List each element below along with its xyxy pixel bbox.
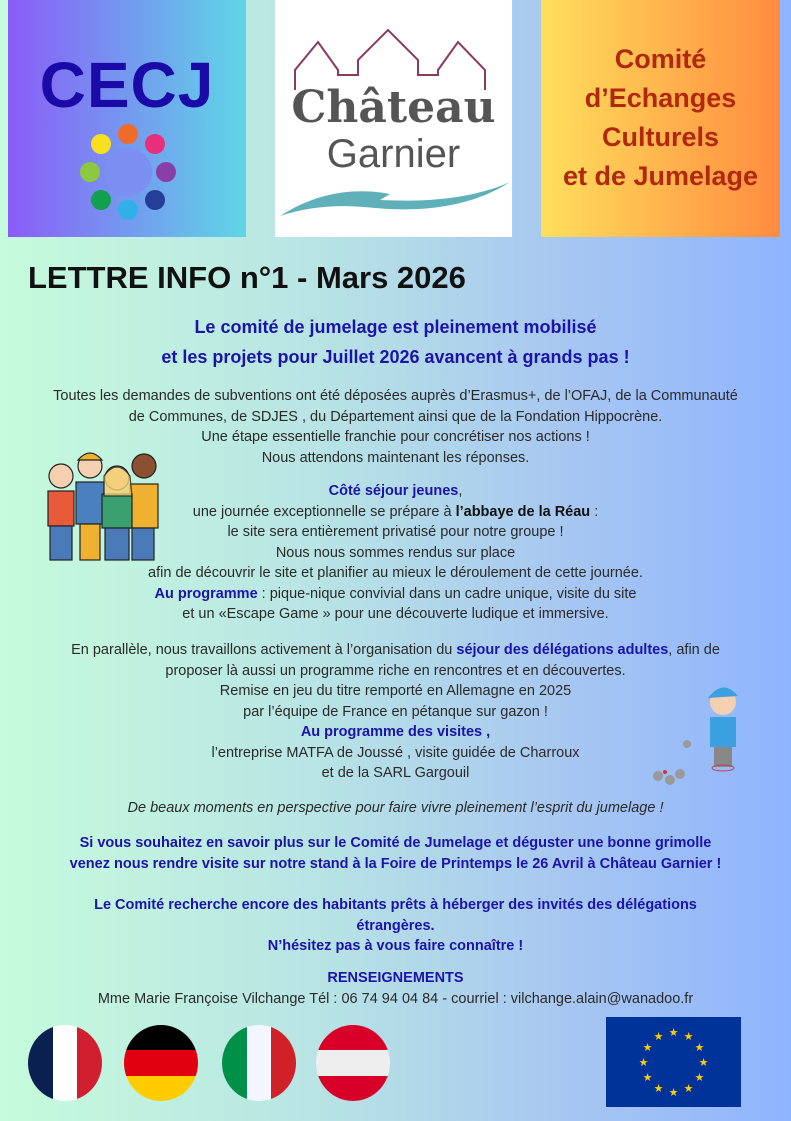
text: : — [590, 503, 599, 520]
austria-flag-icon — [316, 1025, 390, 1101]
text-line: de Communes, de SDJES , du Département ainsi que de la Fondation Hippocrène. — [128, 408, 663, 425]
text-line: par l’équipe de France en pétanque sur gazon ! — [243, 703, 548, 720]
text-line: Si vous souhaitez en savoir plus sur le Comité de Jumelage et déguster une bonne grimolle — [79, 835, 712, 851]
text-line: Remise en jeu du titre remporté en Allemagne en 2025 — [219, 683, 572, 699]
eu-star-icon: ★ — [683, 1031, 694, 1044]
contact-heading: RENSEIGNEMENTS — [327, 970, 464, 986]
text-line: venez nous rendre visite sur notre stand à la Foire de Printemps le 26 Avril à Château Garnier ! — [69, 855, 722, 872]
eu-star-icon: ★ — [683, 1082, 694, 1095]
italy-flag-icon — [222, 1025, 296, 1101]
text-line: Toutes les demandes de subventions ont été déposées auprès d’Erasmus+, de l’OFAJ, de la Communauté — [53, 388, 738, 404]
hands-circle-icon — [78, 122, 178, 222]
cecj-logo-text: CECJ — [39, 49, 215, 121]
text-line: proposer là aussi un programme riche en rencontres et en découvertes. — [165, 662, 626, 679]
text-line: et un «Escape Game » pour une découverte ludique et immersive. — [182, 606, 609, 622]
logo-chateau: Château — [291, 82, 496, 133]
visit-stand-paragraph — [0, 833, 791, 874]
text-line: et de la SARL Gargouil — [321, 765, 470, 781]
petanque-player-illustration — [640, 662, 740, 792]
text-line: Le Comité recherche encore des habitants prêts à héberger des invités des délégations — [94, 897, 697, 913]
eu-flag-icon — [606, 1017, 741, 1107]
youth-heading: Côté séjour jeunes — [328, 483, 459, 499]
abbey-name: l’abbaye de la Réau — [455, 503, 591, 520]
germany-flag-icon — [124, 1025, 198, 1101]
comite-line: Culturels — [601, 122, 720, 152]
castle-roofs-icon — [293, 20, 493, 90]
chateau-garnier-logo — [275, 0, 512, 237]
river-wave-icon — [280, 180, 510, 220]
text-line: l’entreprise MATFA de Joussé , visite guidée de Charroux — [211, 744, 580, 761]
text: une journée exceptionnelle se prépare à — [192, 503, 456, 520]
text: En parallèle, nous travaillons activement à l’organisation du — [71, 642, 457, 658]
eu-star-icon: ★ — [653, 1082, 664, 1095]
program-label: Au programme — [154, 585, 258, 602]
hosting-paragraph — [0, 895, 791, 957]
contact-line: Mme Marie Françoise Vilchange Tél : 06 74 94 04 84 - courriel : vilchange.alain@wanadoo.fr — [97, 990, 694, 1007]
text: : pique-nique convivial dans un cadre unique, visite du site — [257, 585, 637, 602]
text-line: Nous attendons maintenant les réponses. — [261, 449, 530, 466]
logo-garnier: Garnier — [326, 132, 461, 176]
comite-box — [541, 0, 780, 237]
eu-star-icon: ★ — [642, 1042, 653, 1054]
subtitle-line: Le comité de jumelage est pleinement mobilisé — [194, 317, 597, 337]
eu-star-icon: ★ — [638, 1057, 649, 1069]
text-line: Une étape essentielle franchie pour concrétiser nos actions ! — [201, 429, 590, 445]
visits-heading: Au programme des visites , — [300, 724, 491, 740]
contact-section — [0, 968, 791, 1009]
text-line: étrangères. — [356, 917, 435, 934]
adult-delegations-label: séjour des délégations adultes — [456, 642, 669, 658]
eu-star-icon: ★ — [668, 1087, 679, 1099]
subtitle-line: et les projets pour Juillet 2026 avancent à grands pas ! — [161, 347, 630, 367]
eu-star-icon: ★ — [694, 1042, 705, 1054]
comite-line: d’Echanges — [584, 83, 737, 113]
comite-line: et de Jumelage — [562, 161, 759, 191]
punct: , — [458, 483, 463, 499]
text-line: le site sera entièrement privatisé pour notre groupe ! — [227, 524, 564, 540]
comite-line: Comité — [614, 44, 707, 74]
eu-star-icon: ★ — [668, 1027, 679, 1039]
eu-star-icon: ★ — [698, 1057, 709, 1069]
subtitle — [0, 312, 791, 372]
youth-section — [0, 481, 791, 625]
text-line: N’hésitez pas à vous faire connaître ! — [267, 938, 524, 954]
closing-italic: De beaux moments en perspective pour faire vivre pleinement l’esprit du jumelage ! — [127, 800, 664, 816]
eu-star-icon: ★ — [694, 1072, 705, 1084]
eu-star-icon: ★ — [642, 1072, 653, 1084]
cecj-logo-box — [8, 0, 246, 237]
france-flag-icon — [28, 1025, 102, 1101]
text-line: afin de découvrir le site et planifier au mieux le déroulement de cette journée. — [148, 565, 643, 581]
eu-star-icon: ★ — [653, 1031, 664, 1044]
text: , afin de — [668, 642, 720, 658]
text-line: Nous nous sommes rendus sur place — [275, 544, 516, 561]
page-title: LETTRE INFO n°1 - Mars 2026 — [28, 260, 466, 295]
